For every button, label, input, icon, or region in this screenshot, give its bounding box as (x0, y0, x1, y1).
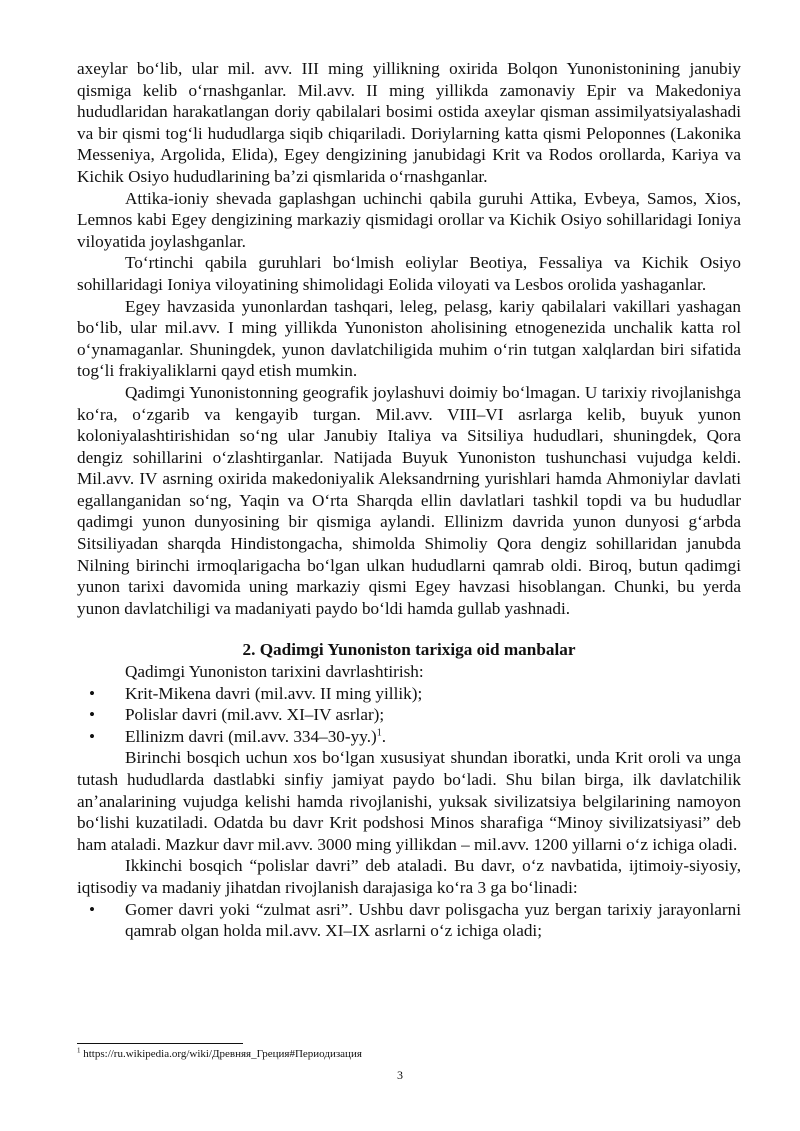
list-item (77, 683, 741, 705)
bullet-icon: • (89, 683, 96, 703)
document-page (77, 58, 741, 942)
list-item-text: Ellinizm davri (mil.avv. 334–30-yy.) (125, 726, 377, 746)
list-item-text: Krit-Mikena davri (mil.avv. II ming yillik); (125, 683, 423, 703)
paragraph-4: Egey havzasida yunonlardan tashqari, leleg, pelasg, kariy qabilalari vakillari yashagan boʻlib, ular mil.avv. I ming yillikda Yunoniston aholisining etnogenezida unchalik katta rol oʻynamaganlar. Shuningdek, yunon davlatchiligida muhim oʻrin tutgan xalqlardan biri sifatida togʻli frakiyaliklarni qayd etish mumkin. (77, 296, 741, 381)
page-number: 3 (397, 1068, 403, 1082)
list-item (77, 704, 741, 726)
bullet-icon: • (89, 726, 96, 746)
footnote-reference[interactable]: 1 (376, 727, 382, 739)
paragraph-5: Qadimgi Yunonistonning geografik joylashuvi doimiy boʻlmagan. U tarixiy rivojlanishga koʻra, oʻzgarib va kengayib turgan. Mil.avv. VIII–VI asrlarga kelib, buyuk yunon koloniyalashtirishidan soʻng ular Janubiy Italiya va Sitsiliya hududlari, shuningdek, Qora dengiz sohillarini oʻzlashtirganlar. Natijada Buyuk Yunoniston tushunchasi vujudga keldi. Mil.avv. IV asrning oxirida makedoniyalik Aleksandrning yurishlari hamda Ahmoniylar davlati egallanganidan soʻng, Yaqin va Oʻrta Sharqda ellin davlatlari tashkil topdi va bu hududlar qadimgi yunon dunyosining bir qismiga aylandi. Ellinizm davrida yunon dunyosi gʻarbda Sitsiliyadan sharqda Hindistongacha, shimolda Shimoliy Qora dengiz sohillaridan janubda Nilning birinchi irmoqlarigacha boʻlgan ulkan hududlarni qamrab oldi. Biroq, butun qadimgi yunon tarixi davomida uning markaziy qismi Egey havzasi hisoblangan. Chunki, bu yerda yunon davlatchiligi va madaniyati paydo boʻldi hamda gullab yashnadi. (77, 382, 741, 618)
bullet-icon: • (89, 899, 96, 919)
periods-list (77, 683, 741, 748)
subperiods-list (77, 899, 741, 942)
footnote-marker: 1 (77, 1046, 81, 1055)
paragraph-3: Toʻrtinchi qabila guruhlari boʻlmish eoliylar Beotiya, Fessaliya va Kichik Osiyo sohillaridagi Ioniya viloyatining shimolidagi Eolida viloyati va Lesbos orolida yashaganlar. (77, 253, 741, 294)
footnote (77, 1047, 741, 1061)
paragraph-2: Attika-ioniy shevada gaplashgan uchinchi qabila guruhi Attika, Evbeya, Samos, Xios, Lemnos kabi Egey dengizining markaziy qismidagi orollar va Kichik Osiyo sohillaridagi Ioniya viloyatida joylashganlar. (77, 188, 741, 251)
paragraphs-bottom (77, 747, 741, 898)
footnote-divider (77, 1043, 243, 1044)
list-item-text: Gomer davri yoki “zulmat asri”. Ushbu davr polisgacha yuz bergan tarixiy jarayonlarni qamrab olgan holda mil.avv. XI–IX asrlarni oʻz ichiga oladi; (125, 899, 741, 941)
list-item (77, 726, 741, 748)
section-heading: 2. Qadimgi Yunoniston tarixiga oid manbalar (242, 640, 576, 660)
paragraph-1: axeylar boʻlib, ular mil. avv. III ming yillikning oxirida Bolqon Yunonistonining janubiy qismiga kelib oʻrnashganlar. Mil.avv. II ming yillikda zamonaviy Epir va Makedoniya hududlaridan harakatlangan doriy qabilalari bosimi ostida axeylar qisman assimilyatsiyalashadi va bir qismi togʻli hududlarga siqib chiqariladi. Doriylarning katta qismi Peloponnes (Lakonika Messeniya, Argolida, Elida), Egey dengizining janubidagi Krit va Rodos orollarda, Kariya va Kichik Osiyo hududlarining baʼzi qismlarida oʻrnashganlar. (77, 59, 741, 186)
footnote-link[interactable]: https://ru.wikipedia.org/wiki/Древняя_Греция#Периодизация (80, 1048, 362, 1060)
list-item (77, 899, 741, 942)
paragraph-7: Ikkinchi bosqich “polislar davri” deb ataladi. Bu davr, oʻz navbatida, ijtimoiy-siyosiy, iqtisodiy va madaniy jihatdan rivojlanish darajasiga koʻra 3 ga boʻlinadi: (77, 856, 741, 897)
list-item-text: Polislar davri (mil.avv. XI–IV asrlar); (125, 705, 385, 725)
bullet-icon: • (89, 705, 96, 725)
paragraphs-top (77, 58, 741, 619)
list-item-suffix: . (381, 726, 387, 746)
periodization-intro: Qadimgi Yunoniston tarixini davrlashtirish: (125, 662, 424, 682)
paragraph-6: Birinchi bosqich uchun xos boʻlgan xususiyat shundan iboratki, unda Krit oroli va unga tutash hududlarda dastlabki sinfiy jamiyat paydo boʻladi. Shu bilan birga, ilk davlatchilik anʼanalarining vujudga kelishi hamda rivojlanishi, yuksak sivilizatsiya belgilarining namoyon boʻlishi kuzatiladi. Odatda bu davr Krit podshosi Minos sharafiga “Minoy sivilizatsiyasi” deb ham ataladi. Mazkur davr mil.avv. 3000 ming yillikdan – mil.avv. 1200 yillarni oʻz ichiga oladi. (77, 748, 741, 854)
